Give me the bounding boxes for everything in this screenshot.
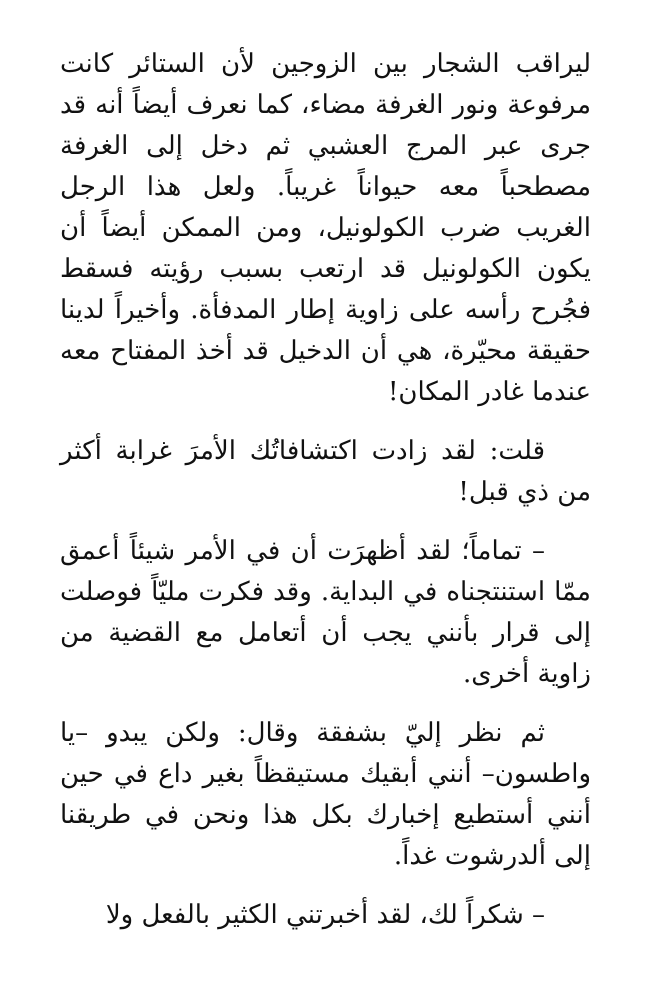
paragraph-1: ليراقب الشجار بين الزوجين لأن الستائر كانت مرفوعة ونور الغرفة مضاء، كما نعرف أيضاً أنه قد جرى عبر المرج العشبي ثم دخل إلى الغرفة مصطحباً معه حيواناً غريباً. ولعل هذا الرجل الغريب ضرب الكولونيل، ومن الممكن أيضاً أن يكون الكولونيل قد ارتعب بسبب رؤيته فسقط فجُرح رأسه على زاوية إطار المدفأة. وأخيراً لدينا حقيقة محيّرة، هي أن الدخيل قد أخذ المفتاح معه عندما غادر المكان! (60, 49, 591, 407)
book-page (60, 44, 591, 954)
paragraph-3: – تماماً؛ لقد أظهرَت أن في الأمر شيئاً أعمق ممّا استنتجناه في البداية. وقد فكرت مليّاً فوصلت إلى قرار بأنني يجب أن أتعامل مع القضية من زاوية أخرى. (60, 536, 591, 689)
paragraph-2: قلت: لقد زادت اكتشافاتُك الأمرَ غرابة أكثر من ذي قبل! (60, 436, 591, 507)
paragraph-5: – شكراً لك، لقد أخبرتني الكثير بالفعل ولا (105, 900, 545, 930)
paragraph-4: ثم نظر إليّ بشفقة وقال: ولكن يبدو –يا واطسون– أنني أبقيك مستيقظاً بغير داع في حين أنني أستطيع إخبارك بكل هذا ونحن في طريقنا إلى ألدرشوت غداً. (60, 718, 591, 871)
